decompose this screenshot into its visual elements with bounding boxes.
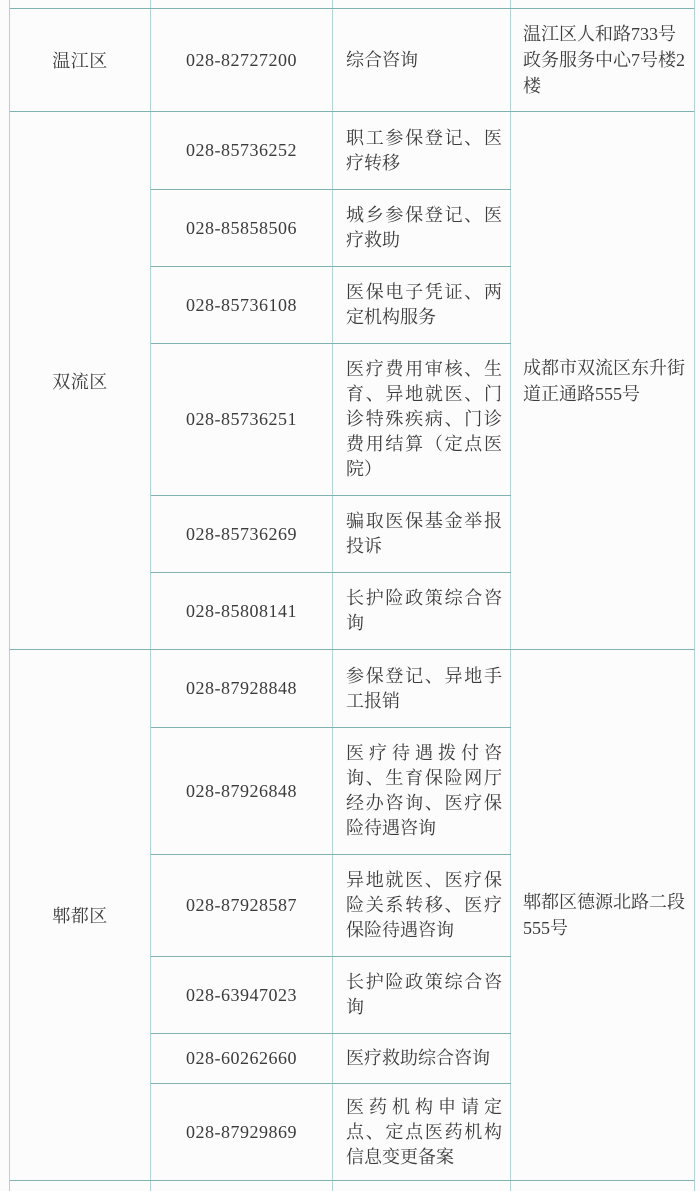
service-cell [333,1034,511,1083]
hotline-row [151,266,511,343]
phone-cell: 028-85808141 [151,573,333,649]
stub-cell [10,0,151,8]
service-cell [333,957,511,1033]
table-row-partial-bottom [10,1180,694,1191]
hotline-table [9,0,695,1191]
hotline-row [151,650,511,727]
address-text: 温江区人和路733号政务服务中心7号楼2楼 [523,24,685,96]
district-name-cell: 温江区 [10,9,151,111]
hotline-row [151,1083,511,1180]
stub-cell [333,0,511,8]
phone-cell: 028-82727200 [151,9,333,111]
service-cell [333,112,511,189]
service-cell [333,190,511,266]
hotline-row [151,572,511,649]
table-row-partial-top [10,0,694,8]
stub-cell [151,0,333,8]
service-cell [333,573,511,649]
phone-cell: 028-85736269 [151,496,333,572]
service-text: 职工参保登记、医疗转移 [346,127,502,173]
address-text: 郫都区德源北路二段555号 [523,892,685,938]
phone-cell: 028-85736108 [151,267,333,343]
hotline-row [151,112,511,189]
service-text: 医疗救助综合咨询 [346,1048,490,1068]
phone-cell: 028-87929869 [151,1084,333,1180]
service-cell [333,855,511,956]
service-text: 长护险政策综合咨询 [346,972,502,1017]
service-cell [333,267,511,343]
service-text: 医疗待遇拨付咨询、生育保险网厅经办咨询、医疗保险待遇咨询 [346,743,502,838]
service-text: 长护险政策综合咨询 [346,588,502,633]
hotline-row [151,189,511,266]
service-text: 参保登记、异地手工报销 [346,665,502,711]
phone-cell: 028-87926848 [151,728,333,854]
phone-cell: 028-85736252 [151,112,333,189]
phone-cell: 028-63947023 [151,957,333,1033]
address-cell [511,112,694,649]
service-cell [333,9,511,111]
service-text: 医疗费用审核、生育、异地就医、门诊特殊疾病、门诊费用结算（定点医院） [346,359,502,479]
district-section-pidu [10,649,694,1180]
phone-cell: 028-87928587 [151,855,333,956]
hotline-row [151,1033,511,1083]
service-text: 医药机构申请定点、定点医药机构信息变更备案 [346,1096,502,1167]
district-name-cell: 双流区 [10,112,151,649]
address-cell [511,9,694,111]
hotline-row [151,854,511,956]
district-name-cell: 郫都区 [10,650,151,1180]
hotline-row [151,495,511,572]
stub-cell [511,0,694,8]
address-text: 成都市双流区东升街道正通路555号 [523,357,685,404]
service-cell [333,496,511,572]
stub-cell [151,1181,333,1191]
service-cell [333,728,511,854]
hotline-row [151,343,511,495]
stub-cell [333,1181,511,1191]
service-text: 综合咨询 [346,49,418,70]
service-text: 医保电子凭证、两定机构服务 [346,282,502,327]
hotline-row [151,9,511,111]
address-cell [511,650,694,1180]
hotline-row [151,727,511,854]
phone-cell: 028-60262660 [151,1034,333,1083]
stub-cell [10,1181,151,1191]
phone-cell: 028-85736251 [151,344,333,495]
district-section-shuangliu [10,111,694,649]
service-cell [333,344,511,495]
stub-cell [511,1181,694,1191]
service-cell [333,650,511,727]
phone-cell: 028-85858506 [151,190,333,266]
district-section-wenjiang [10,8,694,111]
phone-cell: 028-87928848 [151,650,333,727]
service-text: 骗取医保基金举报投诉 [346,511,502,556]
hotline-row [151,956,511,1033]
service-cell [333,1084,511,1180]
service-text: 异地就医、医疗保险关系转移、医疗保险待遇咨询 [346,870,502,940]
service-text: 城乡参保登记、医疗救助 [346,205,502,250]
